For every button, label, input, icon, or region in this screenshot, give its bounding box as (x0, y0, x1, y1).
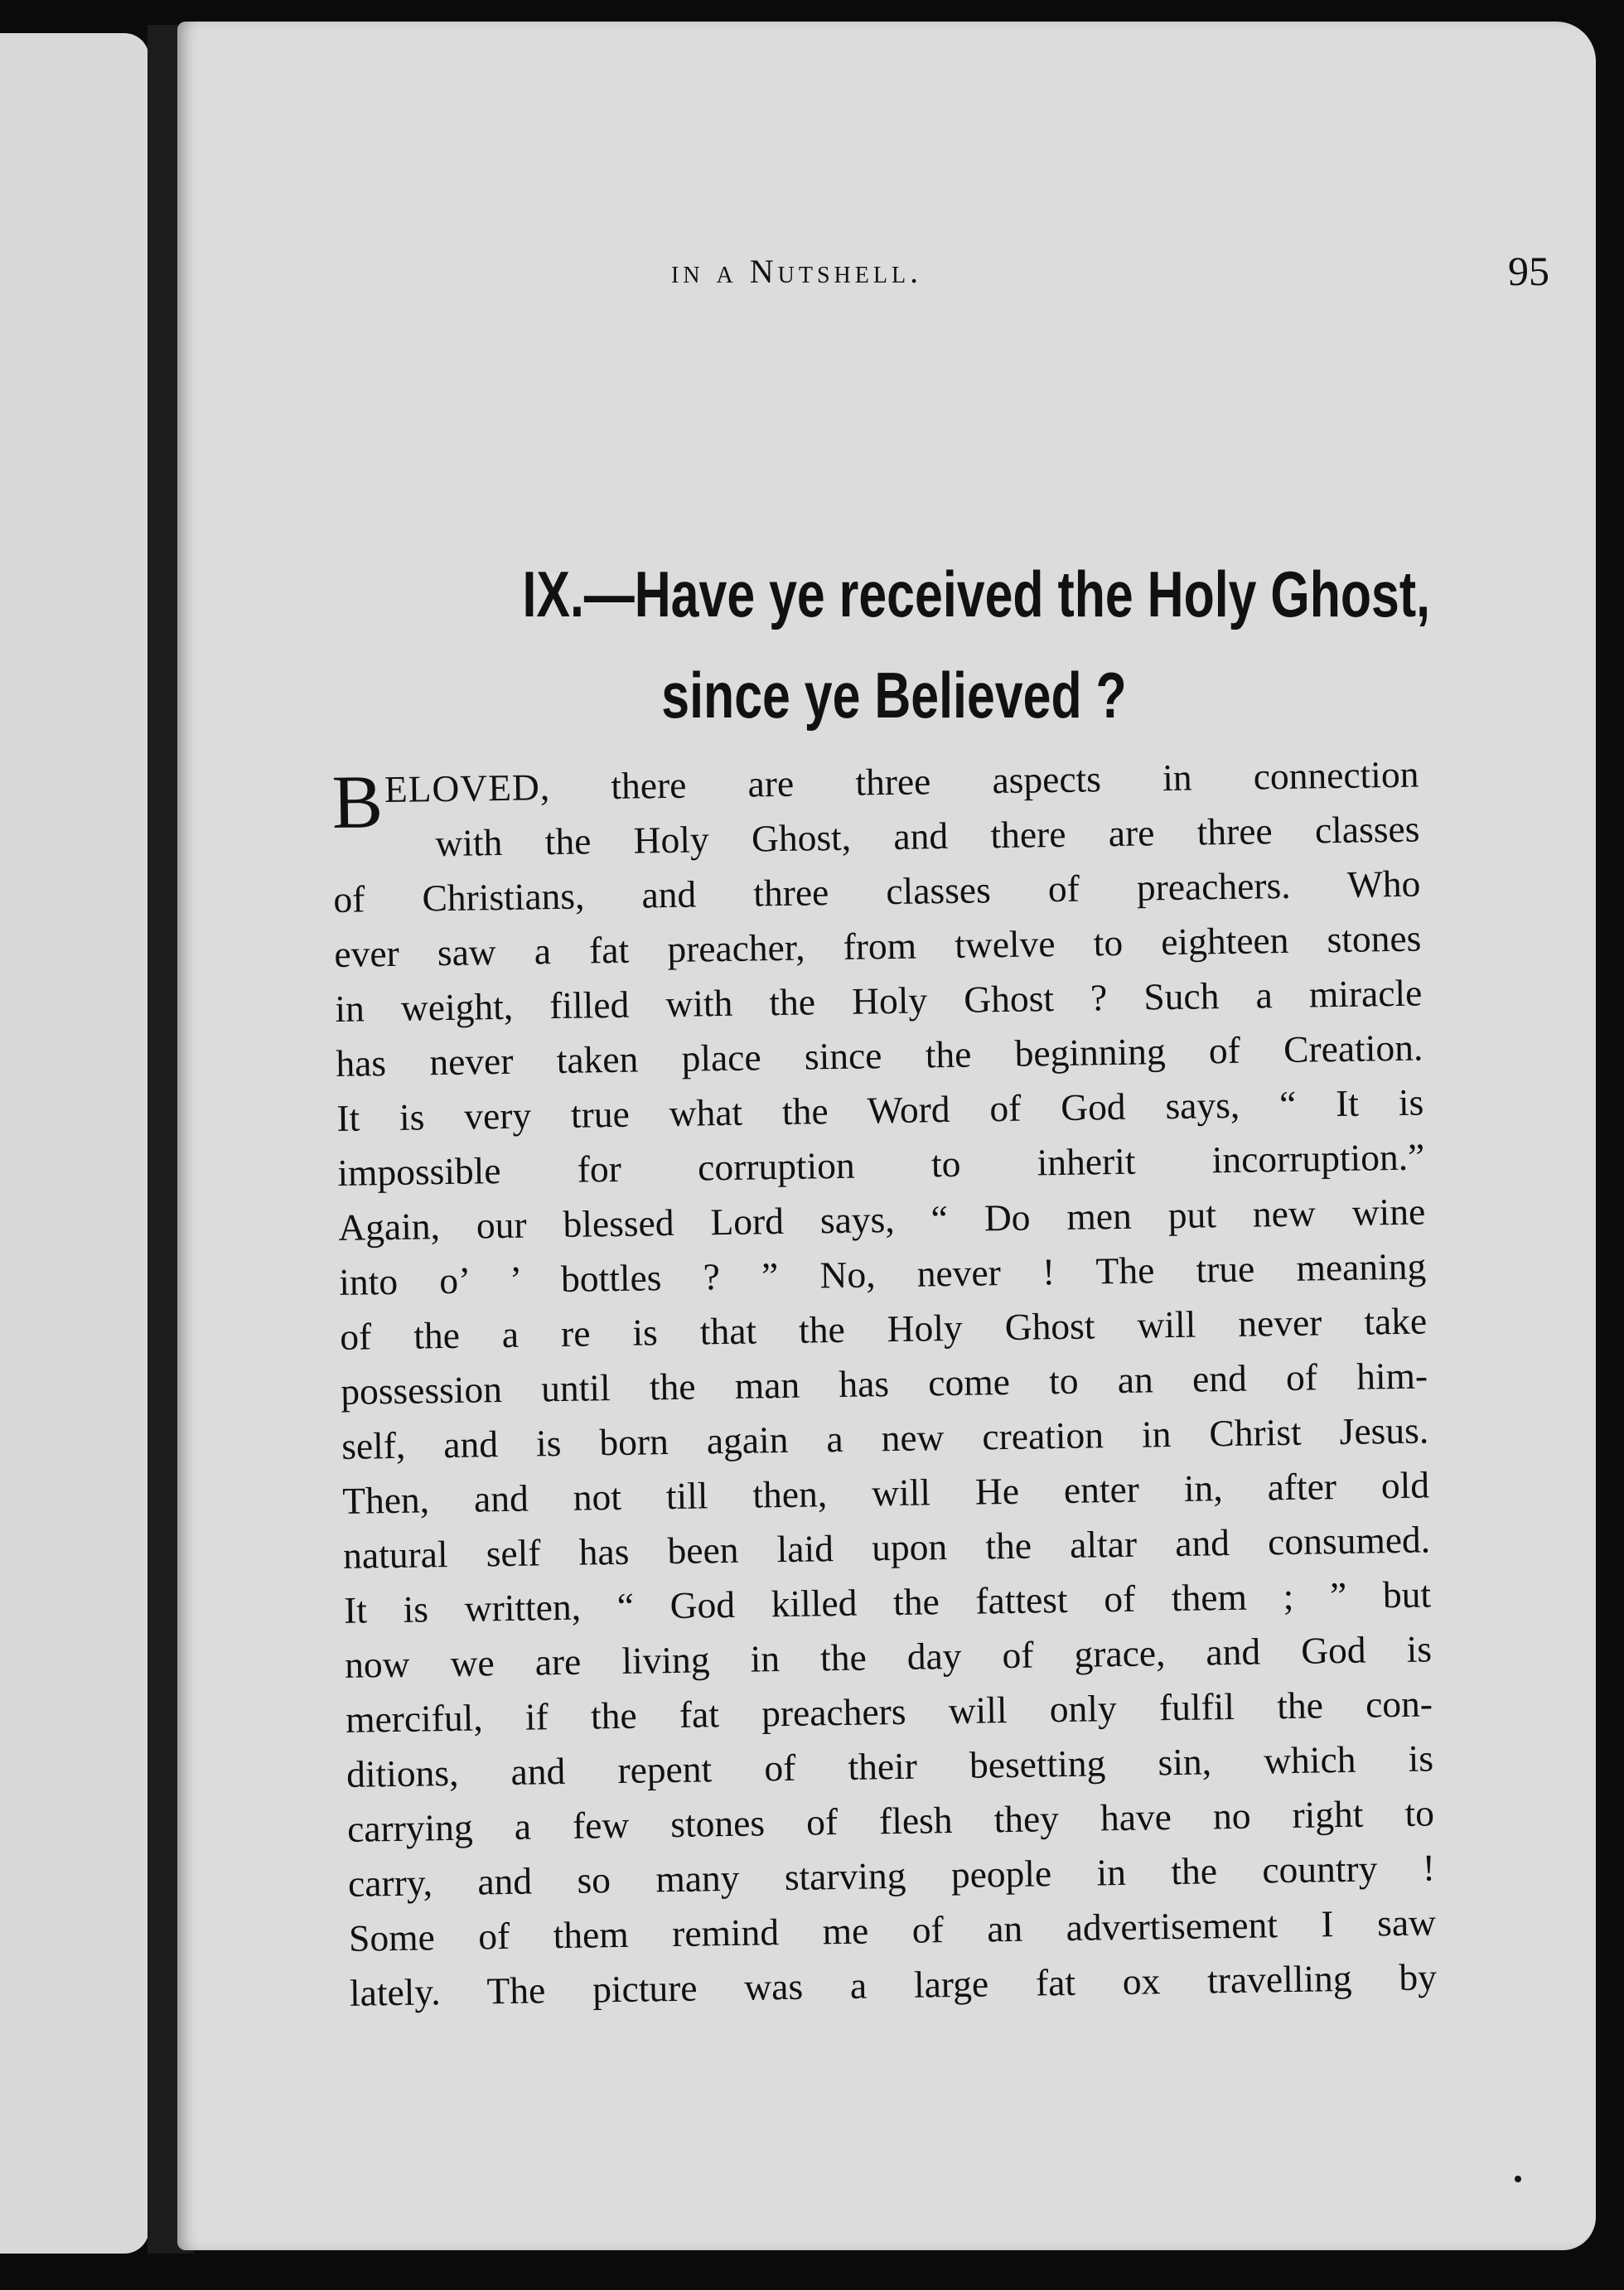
previous-page-edge (0, 33, 149, 2254)
chapter-heading-line: IX.—Have ye received the Holy Ghost, (522, 558, 1431, 630)
text-line: self, and is born again a new creation in Christ Jesus. (341, 1408, 1429, 1467)
text-line: of the a re is that the Holy Ghost will never take (339, 1299, 1428, 1358)
text-line: natural self has been laid upon the altar and consumed. (342, 1518, 1431, 1577)
text-line: Again, our blessed Lord says, “ Do men put new wine (337, 1190, 1426, 1249)
ink-speck (1515, 2176, 1521, 2182)
text-line-rest: , there are three aspects in connection (539, 752, 1419, 809)
text-line: It is written, “ God killed the fattest of them ; ” but (343, 1573, 1432, 1631)
chapter-heading (522, 544, 1431, 746)
text-line: possession until the man has come to an end of him- (340, 1354, 1428, 1413)
text-line: in weight, filled with the Holy Ghost ? Such a miracle (335, 971, 1423, 1030)
running-head (671, 247, 1549, 305)
text-line: merciful, if the fat preachers will only fulfil the con- (345, 1682, 1433, 1741)
body-text (331, 747, 1437, 2021)
text-line: with the Holy Ghost, and there are three classes (435, 807, 1420, 865)
text-line: carry, and so many starving people in the country ! (347, 1846, 1436, 1905)
running-title: in a Nutshell. (671, 253, 923, 290)
text-line: lately. The picture was a large fat ox travelling by (349, 1955, 1438, 2014)
text-line: ever saw a fat preacher, from twelve to eighteen stones (334, 916, 1422, 975)
text-line: It is very true what the Word of God says, “ It is (336, 1080, 1424, 1139)
text-line: ditions, and repent of their besetting sin, which is (346, 1737, 1434, 1795)
text-line: of Christians, and three classes of preachers. Who (333, 862, 1421, 920)
text-line: now we are living in the day of grace, and God is (344, 1627, 1433, 1686)
page-number: 95 (1508, 248, 1549, 294)
chapter-heading-line: since ye Believed ? (661, 659, 1127, 732)
text-line: has never taken place since the beginning of Creation. (335, 1026, 1423, 1085)
book-page (177, 22, 1596, 2250)
text-line: Some of them remind me of an advertisement I saw (348, 1901, 1437, 1959)
drop-cap: B (331, 759, 384, 844)
text-line: carrying a few stones of flesh they have no right to (346, 1791, 1435, 1850)
opening-word: ELOVED (384, 766, 541, 811)
text-line: into o’ ’ bottles ? ” No, never ! The true meaning (338, 1244, 1427, 1303)
text-line: impossible for corruption to inherit incorruption.” (336, 1135, 1425, 1194)
text-line: Then, and not till then, will He enter in, after old (341, 1463, 1430, 1522)
